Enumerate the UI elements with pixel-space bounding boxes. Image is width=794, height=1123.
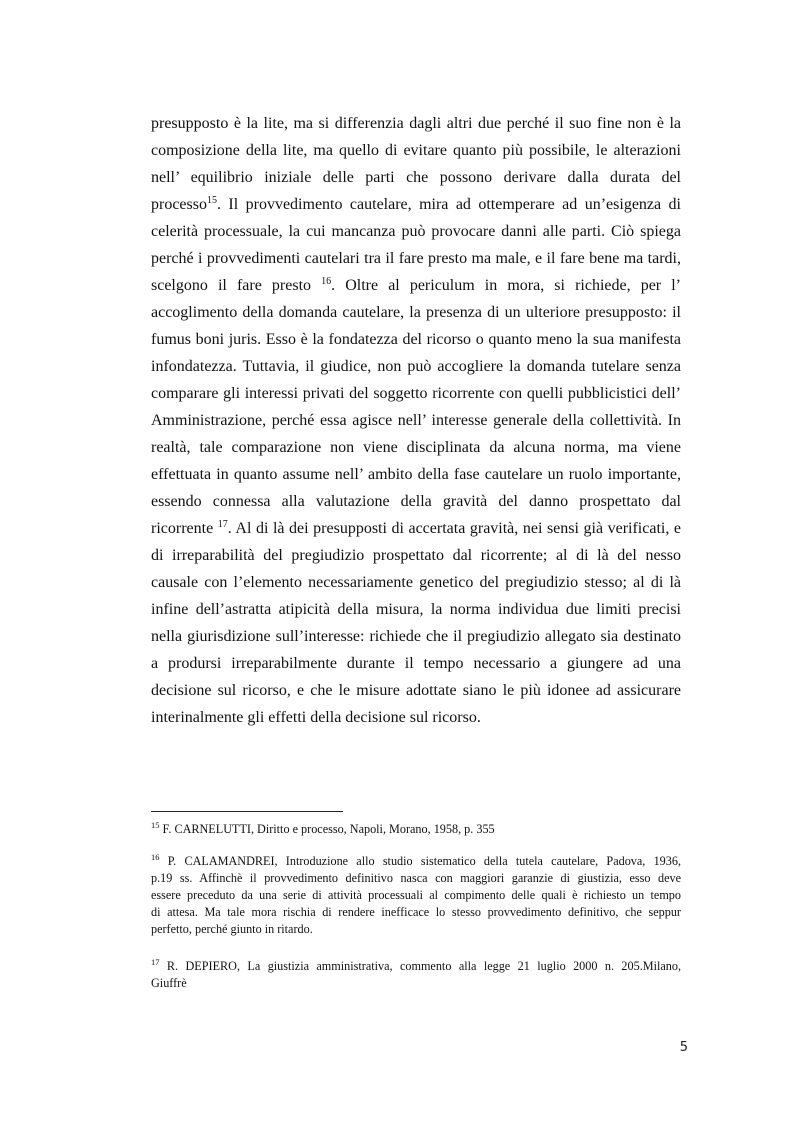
body-text-segment: processo bbox=[151, 196, 207, 213]
body-line: fumus boni juris. Esso è la fondatezza del ricorso o quanto meno la sua manifesta bbox=[151, 331, 681, 348]
body-line: essendo connessa alla valutazione della gravità del danno prospettato dal bbox=[151, 493, 681, 510]
footnote-17 bbox=[151, 958, 681, 992]
footnote-line: perfetto, perché giunto in ritardo. bbox=[151, 922, 313, 936]
body-line bbox=[151, 191, 681, 218]
body-line: interinalmente gli effetti della decisione sul ricorso. bbox=[151, 709, 481, 726]
body-line: realtà, tale comparazione non viene disciplinata da alcuna norma, ma viene bbox=[151, 439, 681, 456]
footnote-ref-15: 15 bbox=[206, 195, 217, 206]
footnote-line: Giuffrè bbox=[151, 976, 187, 990]
footnote-number: 16 bbox=[151, 852, 160, 862]
body-text-segment: ricorrente bbox=[151, 520, 218, 537]
body-line: presupposto è la lite, ma si differenzia dagli altri due perché il suo fine non è la bbox=[151, 115, 681, 132]
body-line: celerità processuale, la cui mancanza può provocare danni alle parti. Ciò spiega bbox=[151, 223, 681, 240]
footnote-text: R. DEPIERO, La giustizia amministrativa, commento alla legge 21 luglio 2000 n. 205.Milano, bbox=[166, 959, 682, 973]
body-line: nell’ equilibrio iniziale delle parti che possono derivare dalla durata del bbox=[151, 169, 681, 186]
footnote-text: P. CALAMANDREI, Introduzione allo studio sistematico della tutela cautelare, Padova, 1936, bbox=[167, 854, 681, 868]
body-line: Amministrazione, perché essa agisce nell’ interesse generale della collettività. In bbox=[151, 412, 681, 429]
footnote-ref-16: 16 bbox=[321, 276, 332, 287]
body-text-segment: . Oltre al periculum in mora, si richiede, per l’ bbox=[331, 277, 681, 294]
footnote-line: p.19 ss. Affinchè il provvedimento definitivo nasca con maggiori garanzie di giustizia, esso deve bbox=[151, 871, 681, 885]
body-text-segment: . Al di là dei presupposti di accertata gravità, nei sensi già verificati, e bbox=[227, 520, 681, 537]
body-line: accoglimento della domanda cautelare, la presenza di un ulteriore presupposto: il bbox=[151, 304, 681, 321]
body-text-segment: scelgono il fare presto bbox=[151, 277, 322, 294]
body-line: effettuata in quanto assume nell’ ambito della fase cautelare un ruolo importante, bbox=[151, 466, 681, 483]
body-line: nella giurisdizione sull’interesse: richiede che il pregiudizio allegato sia destinato bbox=[151, 628, 681, 645]
body-line bbox=[151, 272, 681, 299]
footnote-text: F. CARNELUTTI, Diritto e processo, Napoli, Morano, 1958, p. 355 bbox=[162, 822, 495, 836]
body-line bbox=[151, 515, 681, 542]
footnote-16 bbox=[151, 853, 681, 938]
body-line: infondatezza. Tuttavia, il giudice, non può accogliere la domanda tutelare senza bbox=[151, 358, 681, 375]
footnote-number: 15 bbox=[151, 820, 160, 830]
body-line: di irreparabilità del pregiudizio prospettato dal ricorrente; al di là del nesso bbox=[151, 547, 681, 564]
body-line: composizione della lite, ma quello di evitare quanto più possibile, le alterazioni bbox=[151, 142, 681, 159]
body-line: perché i provvedimenti cautelari tra il fare presto ma male, e il fare bene ma tardi, bbox=[151, 250, 681, 267]
page-number: 5 bbox=[679, 1040, 688, 1055]
footnote-ref-17: 17 bbox=[217, 519, 228, 530]
footnote-line: di attesa. Ma tale mora rischia di rendere inefficace lo stesso provvedimento definitivo, che seppur bbox=[151, 905, 681, 919]
footnote-line bbox=[151, 821, 681, 838]
body-line: a prodursi irreparabilmente durante il tempo necessario a giungere ad una bbox=[151, 655, 681, 672]
footnote-separator bbox=[151, 811, 343, 812]
body-text-segment: . Il provvedimento cautelare, mira ad ottemperare ad un’esigenza di bbox=[216, 196, 681, 213]
body-line: decisione sul ricorso, e che le misure adottate siano le più idonee ad assicurare bbox=[151, 682, 681, 699]
body-line: comparare gli interessi privati del soggetto ricorrente con quelli pubblicistici dell’ bbox=[151, 385, 681, 402]
footnote-number: 17 bbox=[151, 957, 160, 967]
body-line: infine dell’astratta atipicità della misura, la norma individua due limiti precisi bbox=[151, 601, 681, 618]
footnote-line: essere preceduto da una serie di attività processuali al compimento delle quali è richiesto un tempo bbox=[151, 888, 681, 902]
body-line: causale con l’elemento necessariamente genetico del pregiudizio stesso; al di là bbox=[151, 574, 681, 591]
body-text bbox=[151, 110, 681, 731]
footnote-15 bbox=[151, 821, 681, 838]
footnote-line bbox=[151, 958, 681, 975]
footnote-line bbox=[151, 853, 681, 870]
